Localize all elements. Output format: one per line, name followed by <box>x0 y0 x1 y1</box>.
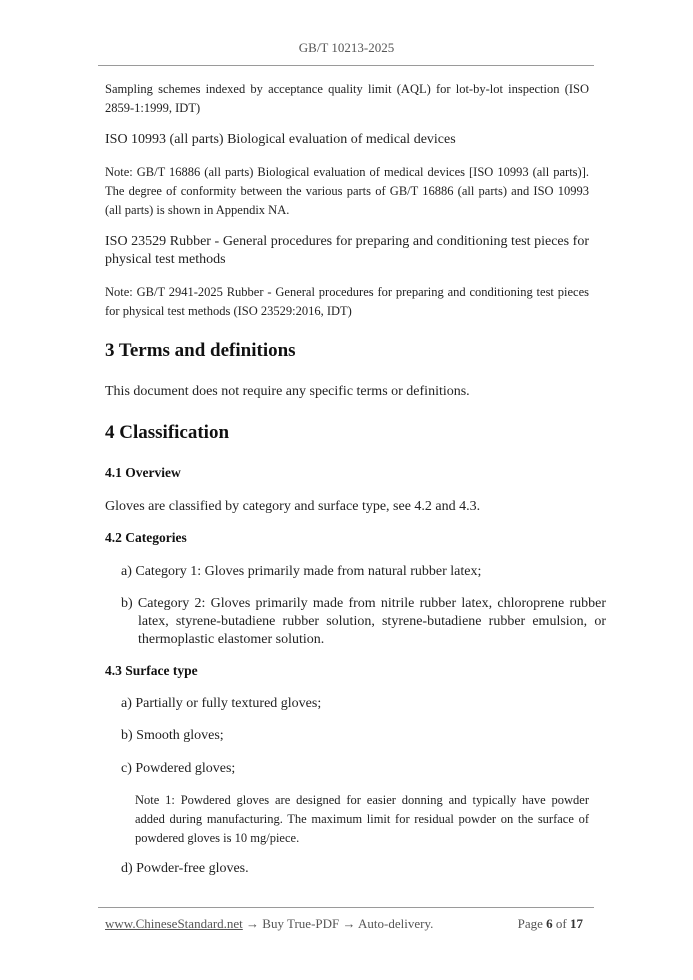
page-indicator <box>518 916 583 932</box>
reference-iso-23529: ISO 23529 Rubber - General procedures for preparing and conditioning test pieces for physical test methods <box>105 234 589 267</box>
reference-iso-10993: ISO 10993 (all parts) Biological evaluation of medical devices <box>105 132 456 147</box>
auto-delivery-text: Auto-delivery. <box>355 916 434 931</box>
header-rule <box>98 65 594 66</box>
section-4-2-heading: 4.2 Categories <box>105 530 187 545</box>
surface-item-c: c) Powdered gloves; <box>121 761 236 776</box>
running-header: GB/T 10213-2025 <box>298 40 395 55</box>
category-item-b: b) Category 2: Gloves primarily made from nitrile rubber latex, chloroprene rubber latex, styrene-butadiene rubber solution, styrene-butadiene rubber emulsion, or thermoplastic elastomer solution. <box>121 596 606 647</box>
buy-true-pdf-text: Buy True-PDF <box>259 916 343 931</box>
section-3-body: This document does not require any specific terms or definitions. <box>105 384 470 399</box>
section-4-3-heading: 4.3 Surface type <box>105 663 198 678</box>
surface-item-b: b) Smooth gloves; <box>121 728 224 743</box>
arrow-right-icon: → <box>246 916 260 931</box>
surface-item-d: d) Powder-free gloves. <box>121 861 249 876</box>
note-gbt-2941: Note: GB/T 2941-2025 Rubber - General procedures for preparing and conditioning test pieces for physical test methods (ISO 23529:2016, IDT) <box>105 285 589 318</box>
surface-note-1: Note 1: Powdered gloves are designed for easier donning and typically have powder added during manufacturing. The maximum limit for residual powder on the surface of powdered gloves is 10 mg/piece. <box>135 793 589 845</box>
of-label: of <box>555 916 567 931</box>
website-link[interactable]: www.ChineseStandard.net <box>105 916 243 931</box>
surface-item-a: a) Partially or fully textured gloves; <box>121 696 322 711</box>
page-number: 6 <box>546 916 553 931</box>
section-4-heading: 4 Classification <box>105 422 230 443</box>
page-label: Page <box>517 916 543 931</box>
reference-aql: Sampling schemes indexed by acceptance quality limit (AQL) for lot-by-lot inspection (ISO 2859-1:1999, IDT) <box>105 82 589 115</box>
section-4-1-body: Gloves are classified by category and surface type, see 4.2 and 4.3. <box>105 499 481 514</box>
category-item-a: a) Category 1: Gloves primarily made from natural rubber latex; <box>121 564 482 579</box>
section-4-1-heading: 4.1 Overview <box>105 465 181 480</box>
footer-promo <box>105 916 433 932</box>
page-total: 17 <box>570 916 583 931</box>
note-gbt-16886: Note: GB/T 16886 (all parts) Biological evaluation of medical devices [ISO 10993 (all parts)]. The degree of conformity between the various parts of GB/T 16886 (all parts) and ISO 10993 (all parts) is shown in Appendix NA. <box>105 165 589 217</box>
arrow-right-icon: → <box>342 916 356 931</box>
section-3-heading: 3 Terms and definitions <box>105 340 296 361</box>
footer-rule <box>98 907 594 908</box>
